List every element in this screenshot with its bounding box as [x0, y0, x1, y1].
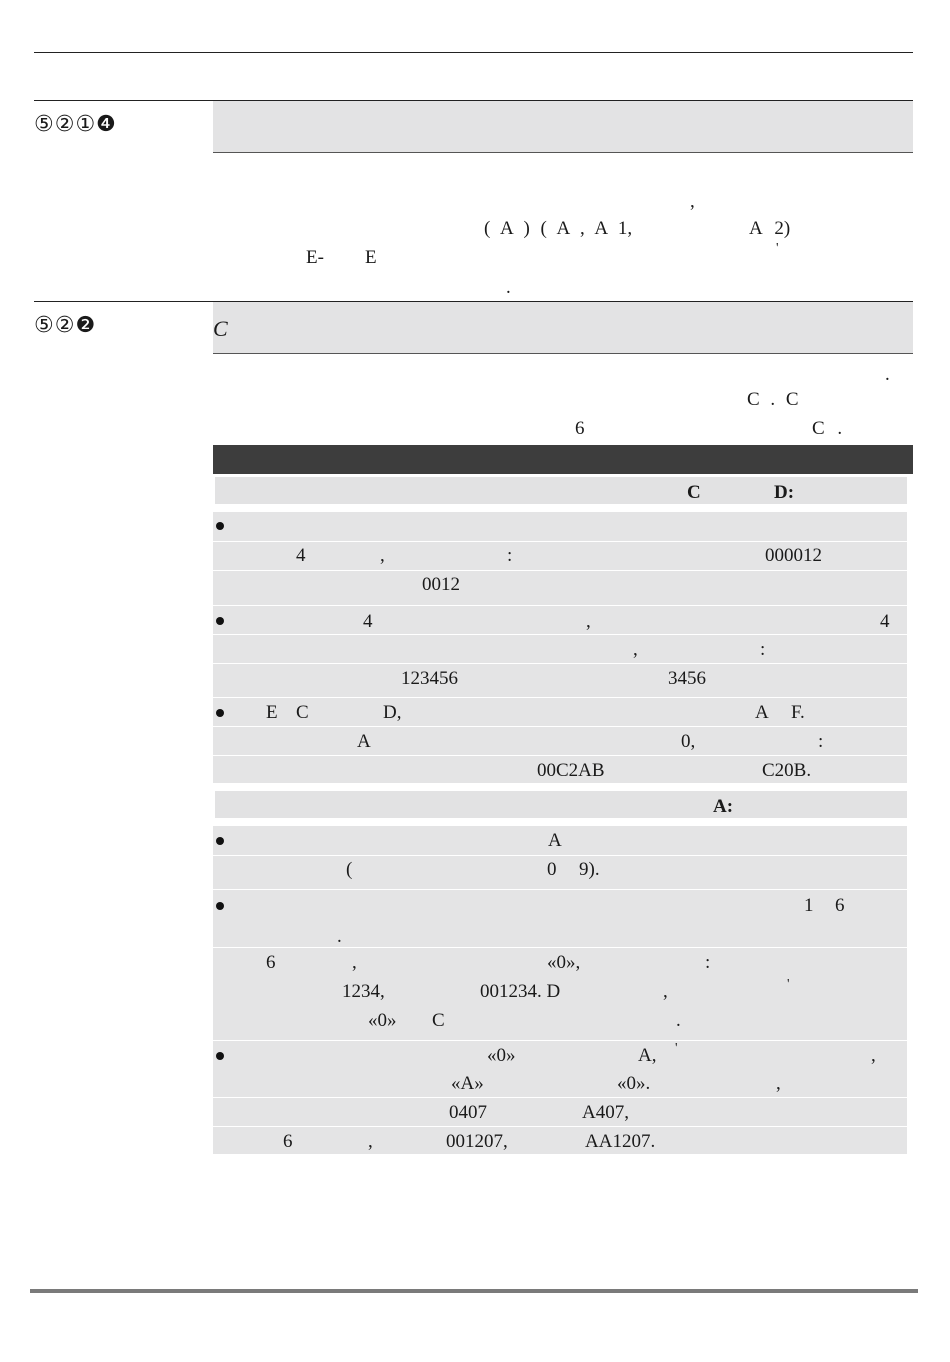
section-number-2: ⑤②❷	[34, 313, 97, 338]
table-cell: 1	[804, 895, 814, 916]
para1-text: ( A ) ( A , A 1,	[484, 218, 633, 239]
bullet-point	[216, 837, 224, 845]
table-cell: ,	[380, 545, 385, 566]
table-cell: 6	[266, 952, 276, 973]
table-cell: «0».	[617, 1073, 651, 1094]
row-separator	[213, 697, 907, 698]
bullet-point	[216, 709, 224, 717]
table-cell: '	[787, 977, 790, 992]
table-cell: 001234. D	[480, 981, 561, 1002]
bullet-point	[216, 902, 224, 910]
para1-text: .	[506, 277, 511, 298]
table-cell: A,	[638, 1045, 657, 1066]
row-separator	[213, 570, 907, 571]
table-cell: C	[432, 1010, 445, 1031]
table-cell: 0012	[422, 574, 460, 595]
table-cell: 0	[547, 859, 557, 880]
table-cell: 4	[296, 545, 306, 566]
row-separator	[213, 1040, 907, 1041]
table-cell: .	[337, 926, 342, 947]
row-separator	[213, 1097, 907, 1098]
para1-text: A 2)	[749, 218, 791, 239]
table-cell: :	[507, 545, 513, 566]
section-title-2: C	[213, 316, 228, 341]
para1-text: ,	[690, 191, 695, 212]
table-cell: 0,	[681, 731, 696, 752]
table-cell: '	[675, 1041, 678, 1056]
row-separator	[213, 663, 907, 664]
bullet-point	[216, 617, 224, 625]
para1-text: E	[365, 247, 377, 268]
table-cell: «0»,	[547, 952, 581, 973]
table-subheader-2	[215, 790, 907, 819]
para2-text: C .	[812, 418, 843, 439]
para2-text: C . C	[747, 389, 799, 410]
table-cell: 4	[880, 611, 890, 632]
table-cell: «A»	[451, 1073, 484, 1094]
table-cell: ,	[633, 639, 638, 660]
table-cell: .	[676, 1010, 681, 1031]
table-cell: 6	[283, 1131, 293, 1152]
table-cell: :	[705, 952, 711, 973]
bullet-point	[216, 522, 224, 530]
table-cell: «0»	[487, 1045, 516, 1066]
table-cell: A	[755, 702, 769, 723]
table-cell: 4	[363, 611, 373, 632]
table-cell: 00C2AB	[537, 760, 605, 781]
table-cell: ,	[871, 1045, 876, 1066]
table-cell: C	[296, 702, 309, 723]
table-cell: ,	[352, 952, 357, 973]
row-separator	[213, 541, 907, 542]
subheader-label-c: C	[687, 482, 701, 503]
table-cell: A	[548, 830, 562, 851]
table-cell: ,	[776, 1073, 781, 1094]
row-separator	[213, 889, 907, 890]
table-cell: F.	[791, 702, 805, 723]
bullet-point	[216, 1052, 224, 1060]
para2-text: .	[885, 364, 890, 385]
row-separator	[213, 634, 907, 635]
table-cell: (	[346, 859, 353, 880]
section-title-band-1	[213, 101, 913, 153]
table-cell: 123456	[401, 668, 458, 689]
table-cell: D,	[383, 702, 402, 723]
para1-text: E-	[306, 247, 324, 268]
row-separator	[213, 726, 907, 727]
table-cell: A407,	[582, 1102, 629, 1123]
table-header-bar	[213, 445, 913, 474]
row-separator	[213, 1126, 907, 1127]
table-cell: A	[357, 731, 371, 752]
row-separator	[213, 855, 907, 856]
table-cell: AA1207.	[585, 1131, 656, 1152]
subheader-label-d: D:	[774, 482, 795, 503]
para1-text: '	[776, 241, 779, 256]
table-subheader-1	[215, 476, 907, 505]
table-cell: 0407	[449, 1102, 487, 1123]
table-cell: C20B.	[762, 760, 812, 781]
table-cell: :	[818, 731, 824, 752]
top-rule	[34, 52, 913, 53]
table-cell: 000012	[765, 545, 822, 566]
subheader-label-a: A:	[713, 796, 734, 817]
para2-text: 6	[575, 418, 585, 439]
table-cell: 001207,	[446, 1131, 508, 1152]
table-cell: :	[760, 639, 766, 660]
table-cell: «0»	[368, 1010, 397, 1031]
table-cell: 6	[835, 895, 845, 916]
table-cell: ,	[663, 981, 668, 1002]
table-cell: 1234,	[342, 981, 385, 1002]
row-separator	[213, 947, 907, 948]
table-cell: E	[266, 702, 278, 723]
row-separator	[213, 755, 907, 756]
table-cell: ,	[586, 611, 591, 632]
table-cell: 3456	[668, 668, 706, 689]
table-cell: 9).	[579, 859, 600, 880]
footer-rule	[30, 1289, 918, 1293]
section-title-band-2	[213, 302, 913, 354]
section-number-1: ⑤②①❹	[34, 112, 117, 137]
row-separator	[213, 605, 907, 606]
table-cell: ,	[368, 1131, 373, 1152]
